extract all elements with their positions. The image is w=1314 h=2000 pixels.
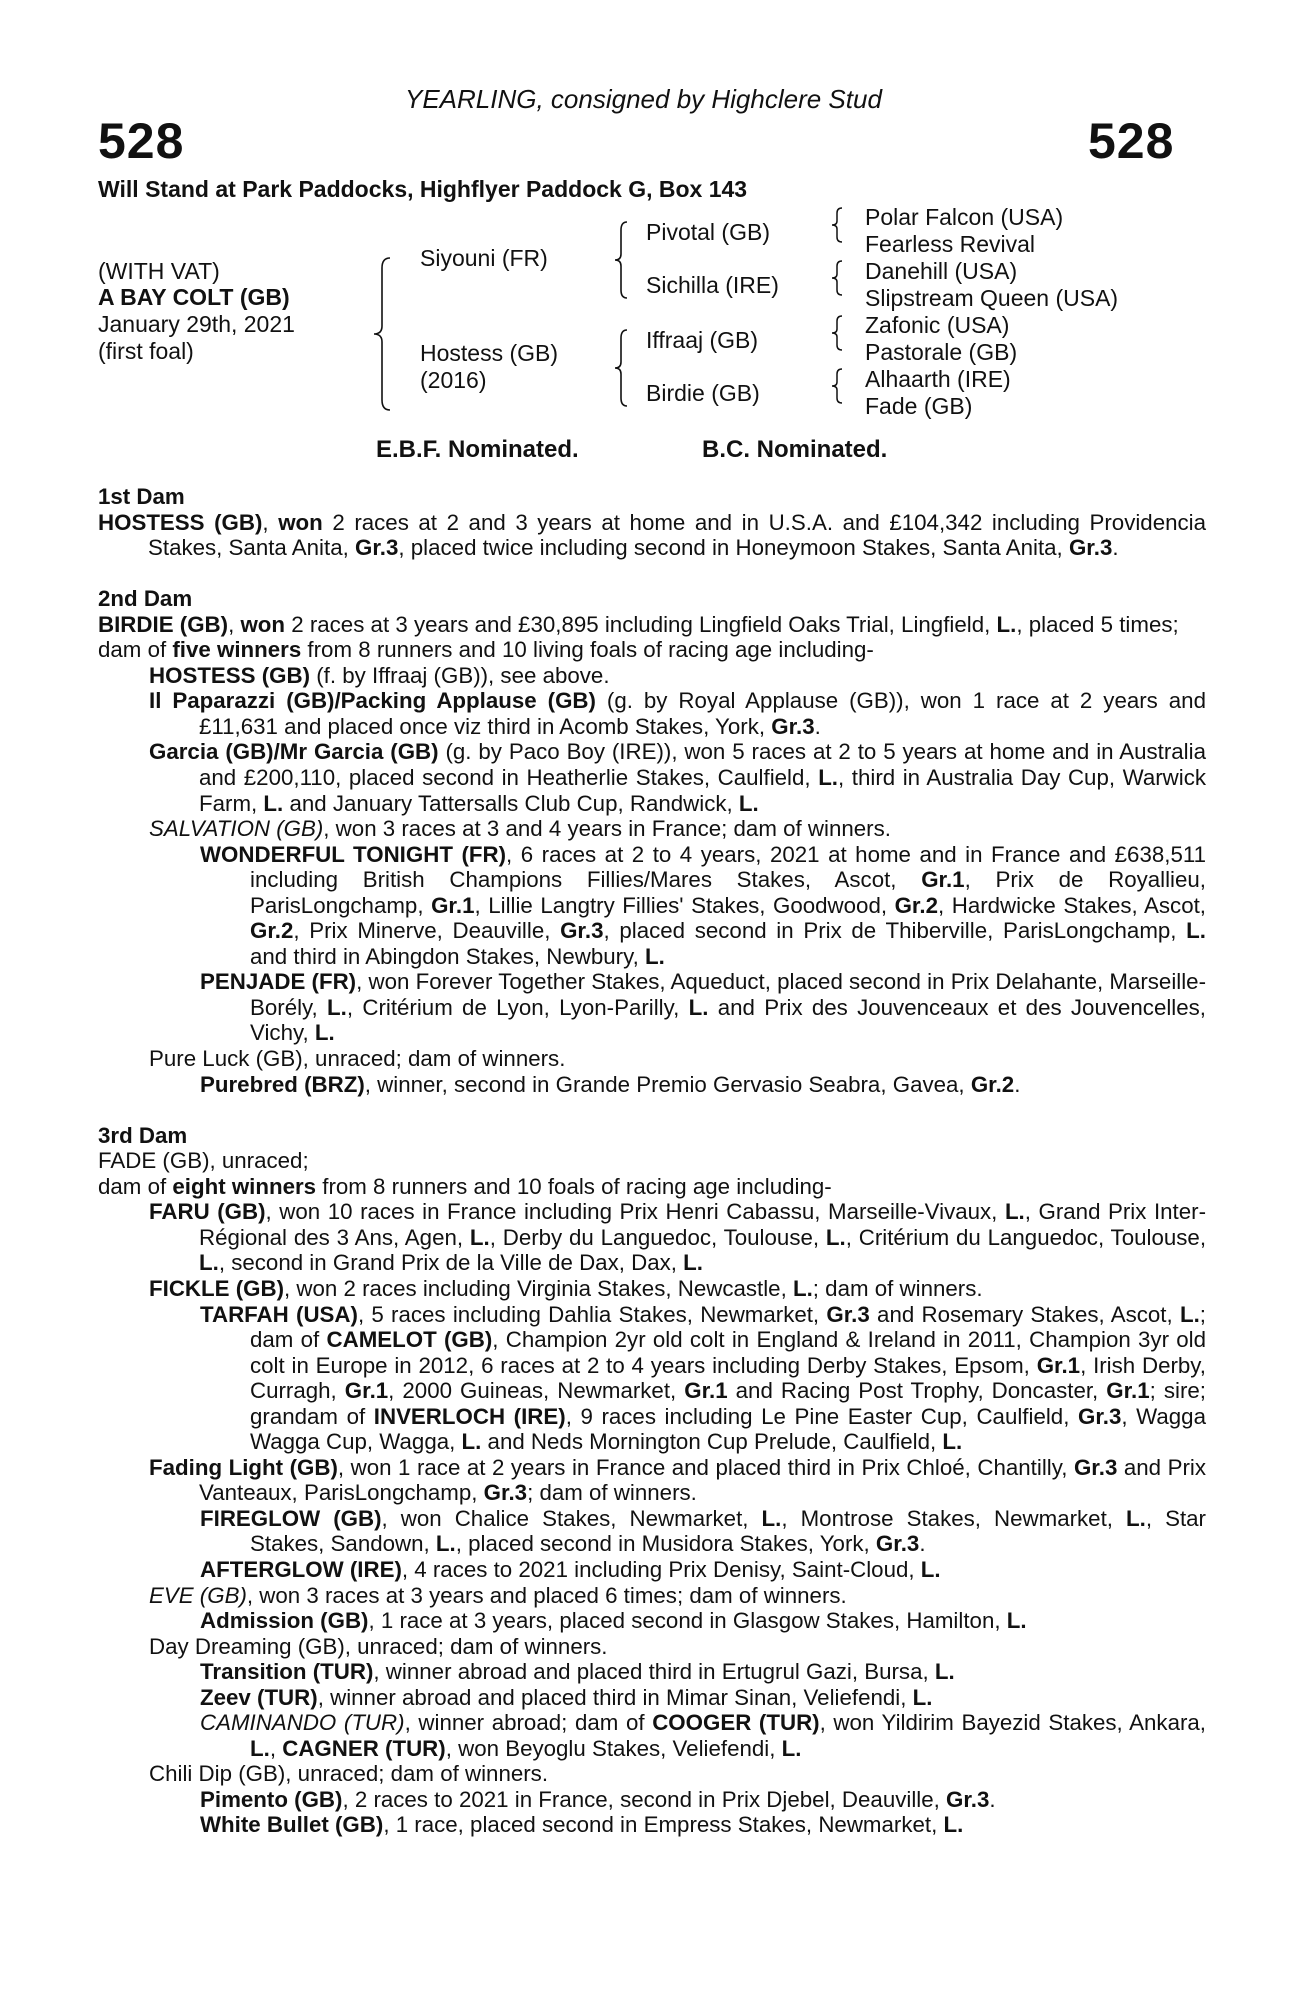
horse-name: CAMELOT (GB)	[326, 1327, 493, 1353]
second-dam-heading: 2nd Dam	[98, 586, 193, 612]
horse-name: WONDERFUL TONIGHT (FR)	[200, 841, 507, 867]
produce-transition	[98, 1659, 1206, 1685]
dam-produce-record	[98, 484, 1206, 1838]
produce-fickle	[98, 1276, 1206, 1302]
horse-name: CAMINANDO (TUR)	[200, 1710, 405, 1736]
text: .	[989, 1786, 996, 1812]
dam-name: Hostess (GB)	[420, 340, 559, 366]
pedigree-brace-dam	[613, 328, 629, 408]
text: dam of	[98, 637, 173, 663]
grade: Gr.3	[1068, 535, 1113, 561]
text: , won 2 races including Virginia Stakes, Newcastle,	[284, 1275, 793, 1301]
text: , winner abroad and placed third in Ertugrul Gazi, Bursa,	[373, 1659, 935, 1685]
text: , won Chalice Stakes, Newmarket,	[381, 1505, 762, 1531]
text: , 2 races to 2021 in France, second in Prix Djebel, Deauville,	[342, 1786, 947, 1812]
text: , 2000 Guineas, Newmarket,	[388, 1378, 685, 1404]
first-dam-won: won	[278, 509, 323, 535]
pedigree-brace-main	[372, 256, 392, 412]
text: and third in Abingdon Stakes, Newbury,	[250, 943, 645, 969]
pedigree-brace-g4	[830, 367, 844, 405]
produce-wonderful-tonight	[98, 842, 1206, 970]
listed: L.	[469, 1224, 490, 1250]
grade: Gr.1	[921, 867, 965, 893]
grade: Gr.1	[344, 1378, 389, 1404]
text: , Derby du Languedoc, Toulouse,	[489, 1224, 826, 1250]
horse-name: TARFAH (USA)	[200, 1301, 358, 1327]
text: , Hardwicke Stakes, Ascot,	[937, 892, 1206, 918]
text: from 8 runners and 10 foals of racing age including-	[316, 1173, 832, 1199]
produce-white-bullet	[98, 1812, 1206, 1838]
text: , Prix Minerve, Deauville,	[293, 918, 561, 944]
text: 2 races at 2 and 3 years at home and in U.S.A. and £104,342 including Providencia Stakes, Santa Anita,	[148, 509, 1206, 561]
first-dam-heading: 1st Dam	[98, 484, 185, 509]
horse-name: Garcia (GB)/Mr Garcia (GB)	[149, 739, 439, 765]
text: , won Yildirim Bayezid Stakes, Ankara,	[819, 1710, 1206, 1736]
produce-day-dreaming	[98, 1634, 1206, 1660]
text: , Prix de Royallieu, ParisLongchamp,	[250, 867, 1206, 918]
pedigree-brace-sire	[613, 220, 629, 300]
listed: L.	[738, 790, 759, 816]
listed: L.	[792, 1275, 813, 1301]
text: , placed twice including second in Honeymoon Stakes, Santa Anita,	[398, 535, 1069, 561]
first-dam-name: HOSTESS (GB)	[98, 509, 263, 535]
text: , 4 races to 2021 including Prix Denisy, Saint-Cloud,	[401, 1556, 921, 1582]
text: ; dam of	[250, 1301, 1206, 1353]
text: .	[919, 1531, 926, 1557]
text: ,	[269, 1735, 283, 1761]
dam-year: (2016)	[420, 367, 487, 393]
grade: Gr.3	[1073, 1454, 1118, 1480]
won: won	[240, 611, 286, 637]
produce-eve	[98, 1583, 1206, 1609]
listed: L.	[461, 1429, 482, 1455]
produce-fading-light	[98, 1455, 1206, 1506]
gg-4: Slipstream Queen (USA)	[865, 285, 1119, 311]
second-dam-name: BIRDIE (GB)	[98, 611, 229, 637]
produce-purebred	[98, 1072, 1206, 1098]
text: , won Beyoglu Stakes, Veliefendi,	[445, 1735, 782, 1761]
produce-fireglow	[98, 1506, 1206, 1557]
horse-name: PENJADE (FR)	[200, 969, 357, 995]
horse-name: FICKLE (GB)	[149, 1275, 285, 1301]
produce-penjade	[98, 969, 1206, 1046]
produce-pure-luck	[98, 1046, 1206, 1072]
text: , Montrose Stakes, Newmarket,	[781, 1505, 1127, 1531]
gg-2: Fearless Revival	[865, 231, 1035, 257]
text: ; sire; grandam of	[250, 1378, 1206, 1429]
text: from 8 runners and 10 living foals of racing age including-	[301, 637, 874, 663]
sire-name: Siyouni (FR)	[420, 245, 548, 271]
dam-sire-name: Iffraaj (GB)	[646, 327, 759, 353]
text: and Prix des Jouvenceaux et des Jouvencelles, Vichy,	[250, 994, 1206, 1046]
gg-6: Pastorale (GB)	[865, 339, 1018, 365]
text: , Irish Derby, Curragh,	[250, 1352, 1206, 1404]
text: , 6 races at 2 to 4 years, 2021 at home and in France and £638,511 including British Champions Fillies/Mares Stakes, Ascot,	[250, 841, 1207, 893]
text: Pure Luck (GB), unraced; dam of winners.	[149, 1046, 566, 1072]
text: , won 3 races at 3 years and placed 6 times; dam of winners.	[246, 1582, 847, 1608]
listed: L.	[1006, 1608, 1027, 1634]
listed: L.	[644, 943, 665, 969]
horse-name: A BAY COLT (GB)	[98, 284, 290, 310]
text: , won 1 race at 2 years in France and placed third in Prix Chloé, Chantilly,	[337, 1454, 1074, 1480]
listed: L.	[761, 1505, 782, 1531]
lot-number-left: 528	[98, 113, 185, 169]
sire-dam-name: Sichilla (IRE)	[646, 272, 779, 298]
consignor-line: YEARLING, consigned by Highclere Stud	[405, 84, 882, 114]
produce-tarfah	[98, 1302, 1206, 1455]
produce-salvation	[98, 816, 1206, 842]
text: , Critérium de Lyon, Lyon-Parilly,	[346, 994, 689, 1020]
listed: L.	[996, 611, 1017, 637]
text: , 9 races including Le Pine Easter Cup, Caulfield,	[565, 1403, 1078, 1429]
third-dam-dam-of	[98, 1174, 1206, 1200]
listed: L.	[1186, 918, 1206, 944]
horse-name: White Bullet (GB)	[200, 1812, 384, 1838]
produce-il-paparazzi	[98, 688, 1206, 739]
horse-name: HOSTESS (GB)	[149, 662, 311, 688]
listed: L.	[199, 1250, 219, 1276]
grade: Gr.1	[684, 1378, 728, 1404]
grade: Gr.1	[431, 892, 475, 918]
text: and Neds Mornington Cup Prelude, Caulfield,	[481, 1429, 943, 1455]
text: , placed second in Musidora Stakes, York,	[455, 1531, 876, 1557]
produce-zeev	[98, 1685, 1206, 1711]
grade: Gr.3	[771, 713, 815, 739]
text: ; dam of winners.	[812, 1275, 983, 1301]
grade: Gr.1	[1036, 1352, 1081, 1378]
pedigree-brace-g2	[830, 259, 844, 297]
text: , won Forever Together Stakes, Aqueduct, placed second in Prix Delahante, Marseille-Borély,	[250, 969, 1207, 1020]
sire-sire-name: Pivotal (GB)	[646, 219, 770, 245]
produce-afterglow	[98, 1557, 1206, 1583]
second-dam-entry: BIRDIE (GB), won 2 races at 3 years and £30,895 including Lingfield Oaks Trial, Lingfield, L., placed 5 times;	[98, 611, 1179, 637]
horse-name: AFTERGLOW (IRE)	[200, 1556, 402, 1582]
produce-faru	[98, 1199, 1206, 1276]
pedigree-brace-g1	[830, 206, 844, 244]
listed: L.	[263, 790, 284, 816]
horse-name: Fading Light (GB)	[149, 1454, 338, 1480]
gg-8: Fade (GB)	[865, 393, 973, 419]
text: 2 races at 3 years and £30,895 including Lingfield Oaks Trial, Lingfield,	[285, 611, 997, 637]
first-dam-entry: HOSTESS (GB), won 2 races at 2 and 3 years at home and in U.S.A. and £104,342 including Providencia Stakes, Santa Anita, Gr.3, placed twice including second in Honeymoon Stakes, Santa Anita, Gr.3.	[98, 509, 1206, 561]
text: , Champion 2yr old colt in England & Ireland in 2011, Champion 3yr old colt in Europe in 2012, 6 races at 2 to 4 years including Derby Stakes, Epsom,	[250, 1327, 1207, 1378]
listed: L.	[327, 994, 347, 1020]
horse-name: COOGER (TUR)	[652, 1710, 820, 1736]
third-dam-heading: 3rd Dam	[98, 1122, 188, 1148]
listed: L.	[683, 1250, 703, 1276]
text: , Grand Prix Inter-Régional des 3 Ans, Agen,	[199, 1199, 1206, 1250]
winners-count: eight winners	[172, 1173, 317, 1199]
text: , 5 races including Dahlia Stakes, Newmarket,	[357, 1301, 827, 1327]
ebf-nomination: E.B.F. Nominated.	[376, 436, 579, 463]
produce-hostess	[98, 663, 1206, 689]
horse-name: Pimento (GB)	[200, 1786, 343, 1812]
vat-note: (WITH VAT)	[98, 258, 220, 284]
text: , winner, second in Grande Premio Gervasio Seabra, Gavea,	[364, 1071, 971, 1097]
listed: L.	[825, 1224, 846, 1250]
text: .	[1112, 535, 1119, 561]
grade: Gr.3	[826, 1301, 870, 1327]
text: and Racing Post Trophy, Doncaster,	[727, 1378, 1107, 1404]
listed: L.	[435, 1531, 456, 1557]
text: and Rosemary Stakes, Ascot,	[869, 1301, 1180, 1327]
text: , placed 5 times;	[1016, 611, 1179, 637]
text: , second in Grand Prix de la Ville de Dax, Dax,	[218, 1250, 684, 1276]
text: FADE (GB), unraced;	[98, 1148, 309, 1174]
horse-name: INVERLOCH (IRE)	[373, 1403, 566, 1429]
gg-3: Danehill (USA)	[865, 258, 1018, 284]
produce-pimento	[98, 1787, 1206, 1813]
text: ; dam of winners.	[527, 1480, 697, 1506]
listed: L.	[934, 1659, 955, 1685]
listed: L.	[912, 1684, 933, 1710]
horse-name: FARU (GB)	[149, 1199, 266, 1225]
text: .	[814, 713, 821, 739]
text: Day Dreaming (GB), unraced; dam of winners.	[149, 1633, 608, 1659]
produce-chili-dip	[98, 1761, 1206, 1787]
listed: L.	[314, 1020, 335, 1046]
third-dam-entry	[98, 1148, 1206, 1174]
gg-1: Polar Falcon (USA)	[865, 204, 1064, 230]
text: , placed second in Prix de Thiberville, ParisLongchamp,	[603, 918, 1187, 944]
produce-caminando	[98, 1710, 1206, 1761]
text: and Prix Vanteaux, ParisLongchamp,	[199, 1454, 1206, 1506]
listed: L.	[942, 1429, 963, 1455]
text: (g. by Paco Boy (IRE)), won 5 races at 2 to 5 years at home and in Australia and £200,110, placed second in Heatherlie Stakes, Caulfield,	[199, 739, 1206, 791]
produce-admission	[98, 1608, 1206, 1634]
foaling-date: January 29th, 2021	[98, 311, 295, 337]
text: , won 10 races in France including Prix Henri Cabassu, Marseille-Vivaux,	[265, 1199, 1005, 1225]
text: , Lillie Langtry Fillies' Stakes, Goodwood,	[474, 892, 895, 918]
horse-name: Transition (TUR)	[200, 1659, 374, 1685]
text: (f. by Iffraaj (GB)), see above.	[310, 662, 610, 688]
text: .	[1014, 1071, 1021, 1097]
grade: Gr.3	[355, 535, 399, 561]
grade: Gr.2	[250, 918, 294, 944]
listed: L.	[781, 1735, 802, 1761]
horse-name: Purebred (BRZ)	[200, 1071, 365, 1097]
grade: Gr.3	[1078, 1403, 1122, 1429]
grade: Gr.3	[483, 1480, 528, 1506]
text: , winner abroad; dam of	[404, 1710, 653, 1736]
horse-name: SALVATION (GB)	[149, 816, 324, 842]
dam-dam-name: Birdie (GB)	[646, 380, 760, 406]
text: , 1 race at 3 years, placed second in Glasgow Stakes, Hamilton,	[368, 1608, 1007, 1634]
horse-name: EVE (GB)	[149, 1582, 247, 1608]
text: , Wagga Wagga Cup, Wagga,	[250, 1403, 1206, 1455]
listed: L.	[920, 1556, 941, 1582]
grade: Gr.3	[875, 1531, 920, 1557]
text: , 1 race, placed second in Empress Stakes, Newmarket,	[383, 1812, 944, 1838]
text: , third in Australia Day Cup, Warwick Farm,	[199, 765, 1207, 816]
produce-garcia	[98, 739, 1206, 816]
listed: L.	[943, 1812, 964, 1838]
listed: L.	[1179, 1301, 1200, 1327]
text: dam of	[98, 1173, 173, 1199]
grade: Gr.3	[560, 918, 604, 944]
listed: L.	[1126, 1505, 1146, 1531]
text: , winner abroad and placed third in Mimar Sinan, Veliefendi,	[317, 1684, 913, 1710]
text: , Star Stakes, Sandown,	[250, 1505, 1206, 1557]
bc-nomination: B.C. Nominated.	[702, 436, 888, 463]
horse-name: Il Paparazzi (GB)/Packing Applause (GB)	[149, 688, 596, 714]
lot-number-right: 528	[1088, 113, 1175, 169]
horse-name: CAGNER (TUR)	[282, 1735, 446, 1761]
first-foal-note: (first foal)	[98, 338, 194, 364]
text: , won 3 races at 3 and 4 years in France; dam of winners.	[323, 816, 891, 842]
grade: Gr.2	[970, 1071, 1015, 1097]
gg-5: Zafonic (USA)	[865, 312, 1010, 338]
winners-count: five winners	[172, 637, 302, 663]
text: Chili Dip (GB), unraced; dam of winners.	[149, 1761, 549, 1787]
listed: L.	[1004, 1199, 1025, 1225]
horse-name: Zeev (TUR)	[200, 1684, 318, 1710]
grade: Gr.1	[1106, 1378, 1150, 1404]
text: (g. by Royal Applause (GB)), won 1 race at 2 years and £11,631 and placed once viz third in Acomb Stakes, York,	[199, 688, 1206, 739]
listed: L.	[818, 765, 839, 791]
text: and January Tattersalls Club Cup, Randwick,	[283, 790, 739, 816]
pedigree-brace-g3	[830, 314, 844, 352]
horse-name: FIREGLOW (GB)	[200, 1505, 382, 1531]
second-dam-dam-of	[98, 637, 1206, 663]
horse-name: Admission (GB)	[200, 1608, 369, 1634]
listed: L.	[250, 1735, 270, 1761]
listed: L.	[688, 994, 709, 1020]
stand-location: Will Stand at Park Paddocks, Highflyer Paddock G, Box 143	[98, 176, 748, 202]
grade: Gr.2	[894, 892, 938, 918]
gg-7: Alhaarth (IRE)	[865, 366, 1011, 392]
grade: Gr.3	[946, 1786, 990, 1812]
text: , Critérium du Languedoc, Toulouse,	[845, 1224, 1207, 1250]
